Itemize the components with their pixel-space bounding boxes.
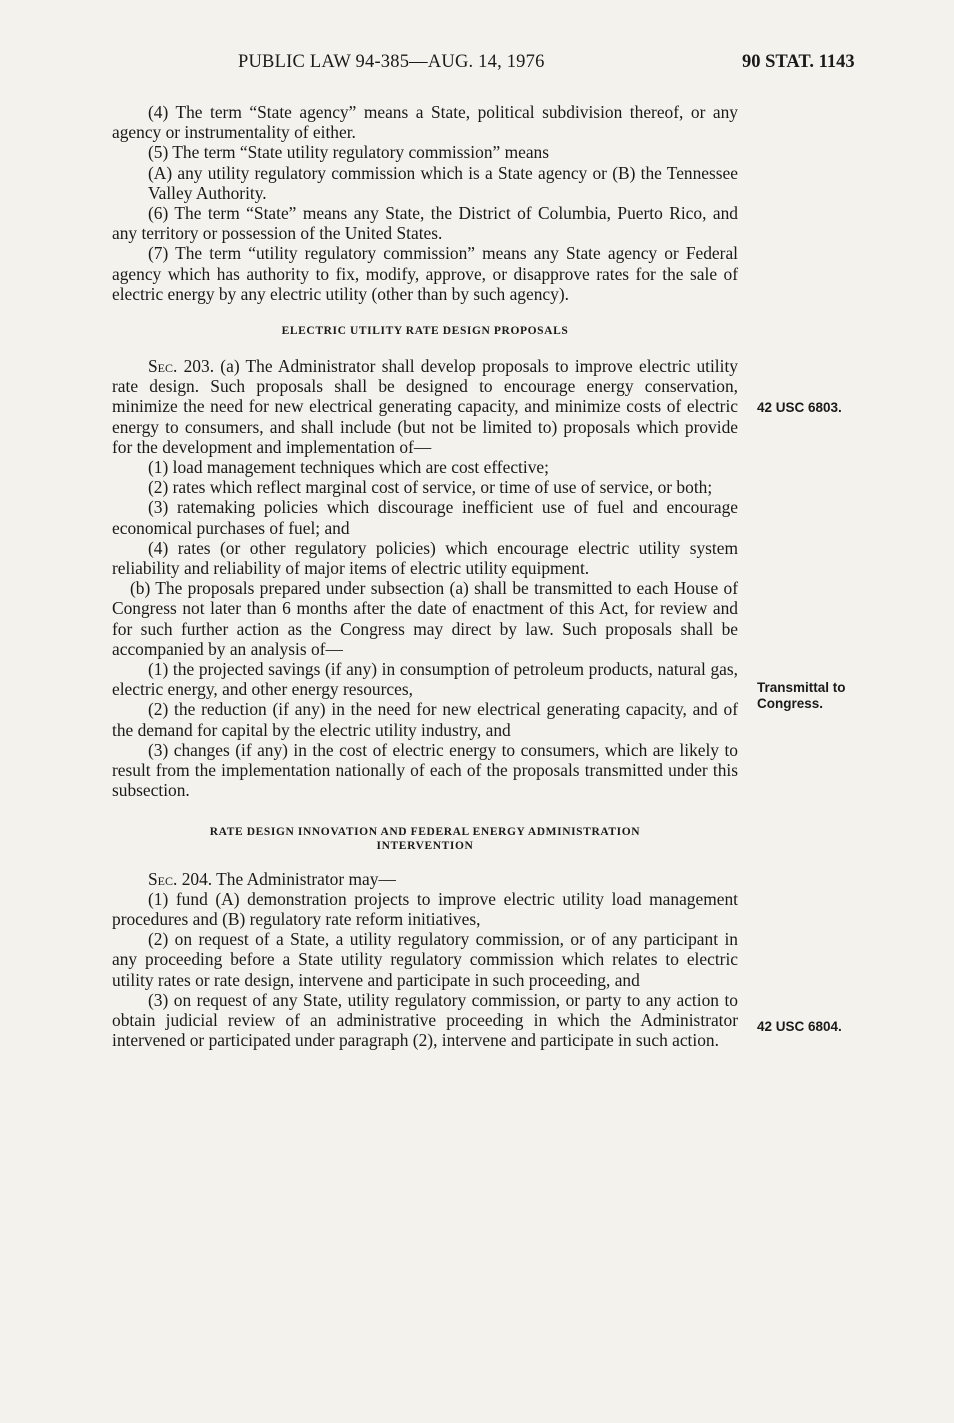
section-204-item-2: (2) on request of a State, a utility regulatory commission, or of any participant in any proceeding before a State utility regulatory commission which relates to electric utility rates or rate design, intervene and participate in such proceeding, and	[112, 929, 738, 990]
section-204-heading-line-1: RATE DESIGN INNOVATION AND FEDERAL ENERGY ADMINISTRATION	[209, 825, 641, 838]
header-title: PUBLIC LAW 94-385—AUG. 14, 1976	[238, 52, 545, 72]
definition-4: (4) The term “State agency” means a State, political subdivision thereof, or any agency or instrumentality of either.	[112, 102, 738, 143]
section-204-intro	[112, 869, 738, 889]
section-203-a-text: 203. (a) The Administrator shall develop proposals to improve electric utility rate design. Such proposals shall be designed to encourage energy conservation, minimize the need for new electrical generating capacity, and minimize costs of electric energy to consumers, and shall include (but not be limited to) proposals which provide for the development and implementation of—	[112, 356, 738, 457]
margin-note-transmittal-to-congress: Transmittal to Congress.	[757, 680, 846, 711]
section-label: Sec.	[148, 868, 178, 889]
section-203-item-4: (4) rates (or other regulatory policies) which encourage electric utility system reliability and reliability of major items of electric utility equipment.	[112, 537, 738, 579]
definition-7: (7) The term “utility regulatory commission” means any State agency or Federal agency which has authority to fix, modify, approve, or disapprove rates for the sale of electric energy by any electric utility (other than by such agency).	[112, 243, 738, 304]
page-header	[0, 52, 954, 78]
header-stat-citation: 90 STAT. 1143	[742, 52, 855, 72]
section-203-subsection-b: (b) The proposals prepared under subsection (a) shall be transmitted to each House of Congress not later than 6 months after the date of enactment of this Act, for review and for such further action as the Congress may direct by law. Such proposals shall be accompanied by an analysis of—	[112, 578, 738, 659]
section-label: Sec.	[148, 356, 178, 377]
definition-5-body: (A) any utility regulatory commission which is a State agency or (B) the Tennessee Valley Authority.	[148, 162, 738, 203]
section-203-b-item-2: (2) the reduction (if any) in the need for new electrical generating capacity, and of the demand for capital by the electric utility industry, and	[112, 699, 738, 740]
margin-note-42-usc-6803: 42 USC 6803.	[757, 400, 842, 415]
section-203-b-item-1: (1) the projected savings (if any) in consumption of petroleum products, natural gas, electric energy, and other energy resources,	[112, 659, 738, 700]
definition-6: (6) The term “State” means any State, the District of Columbia, Puerto Rico, and any territory or possession of the United States.	[112, 203, 738, 244]
section-203-heading: ELECTRIC UTILITY RATE DESIGN PROPOSALS	[281, 325, 569, 338]
section-203-b-item-3: (3) changes (if any) in the cost of electric energy to consumers, which are likely to result from the implementation nationally of each of the proposals transmitted under this subsection.	[112, 739, 738, 801]
section-204-heading-line-2: INTERVENTION	[376, 839, 474, 852]
section-203-subsection-a	[112, 356, 738, 457]
section-203-item-2: (2) rates which reflect marginal cost of service, or time of use of service, or both;	[148, 477, 713, 498]
section-203-item-3: (3) ratemaking policies which discourage inefficient use of fuel and encourage economical purchases of fuel; and	[112, 497, 738, 538]
margin-note-42-usc-6804: 42 USC 6804.	[757, 1019, 842, 1034]
section-203-item-1: (1) load management techniques which are cost effective;	[148, 457, 549, 478]
section-204-intro-text: 204. The Administrator may—	[177, 868, 396, 889]
page-body	[112, 102, 738, 1050]
section-204-heading	[112, 825, 738, 853]
definition-5-intro: (5) The term “State utility regulatory commission” means	[148, 142, 550, 163]
section-204-item-3: (3) on request of any State, utility regulatory commission, or party to any action to obtain judicial review of an administrative proceeding in which the Administrator intervened or participated under paragraph (2), intervene and participate in such action.	[112, 989, 738, 1051]
section-204-item-1: (1) fund (A) demonstration projects to improve electric utility load management procedures and (B) regulatory rate reform initiatives,	[112, 888, 738, 929]
